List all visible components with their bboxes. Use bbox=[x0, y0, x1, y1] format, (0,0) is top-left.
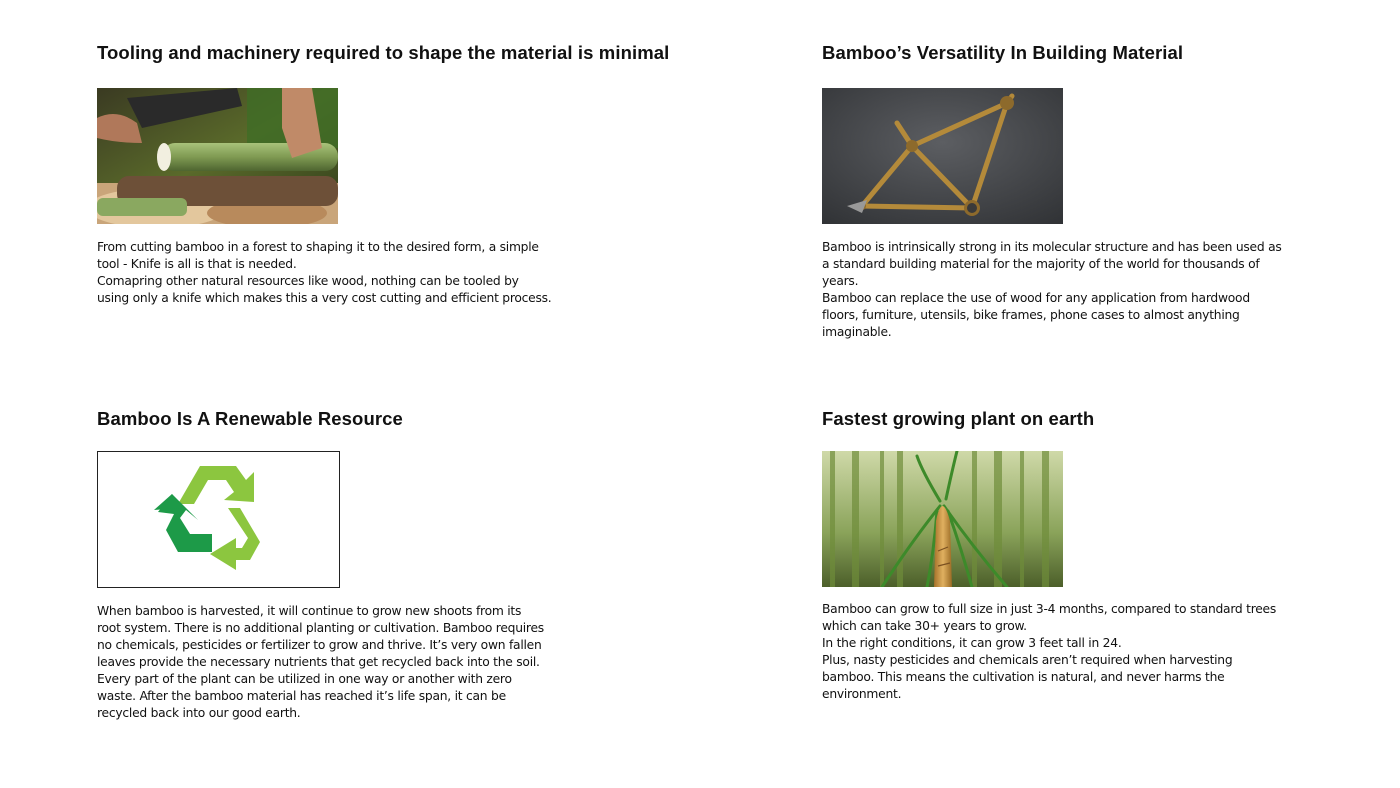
body-line: no chemicals, pesticides or fertilizer to grow and thrive. It’s very own fallen bbox=[97, 638, 542, 652]
body-line: tool - Knife is all is that is needed. bbox=[97, 257, 297, 271]
body-line: Comapring other natural resources like wood, nothing can be tooled by bbox=[97, 274, 519, 288]
section-title: Bamboo’s Versatility In Building Material bbox=[822, 42, 1184, 63]
bamboo-cutting-photo bbox=[97, 88, 338, 224]
body-line: a standard building material for the majority of the world for thousands of bbox=[822, 257, 1260, 271]
bamboo-bike-frame-photo bbox=[822, 88, 1063, 224]
body-line: floors, furniture, utensils, bike frames, phone cases to almost anything bbox=[822, 308, 1240, 322]
body-line: recycled back into our good earth. bbox=[97, 706, 301, 720]
body-line: using only a knife which makes this a very cost cutting and efficient process. bbox=[97, 291, 552, 305]
body-line: years. bbox=[822, 274, 859, 288]
body-line: Bamboo is intrinsically strong in its molecular structure and has been used as bbox=[822, 240, 1282, 254]
section-title: Bamboo Is A Renewable Resource bbox=[97, 408, 403, 429]
bamboo-shoot-photo bbox=[822, 451, 1063, 587]
body-line: From cutting bamboo in a forest to shaping it to the desired form, a simple bbox=[97, 240, 539, 254]
body-line: Every part of the plant can be utilized in one way or another with zero bbox=[97, 672, 512, 686]
body-line: Plus, nasty pesticides and chemicals aren’t required when harvesting bbox=[822, 653, 1233, 667]
section-body bbox=[97, 603, 597, 722]
section-body bbox=[822, 601, 1322, 703]
section-tooling bbox=[97, 42, 670, 305]
body-line: imaginable. bbox=[822, 325, 892, 339]
body-line: When bamboo is harvested, it will continue to grow new shoots from its bbox=[97, 604, 522, 618]
body-line: leaves provide the necessary nutrients that get recycled back into the soil. bbox=[97, 655, 540, 669]
body-line: Bamboo can replace the use of wood for any application from hardwood bbox=[822, 291, 1250, 305]
body-line: Bamboo can grow to full size in just 3-4 months, compared to standard trees bbox=[822, 602, 1277, 616]
body-line: waste. After the bamboo material has reached it’s life span, it can be bbox=[97, 689, 506, 703]
section-body bbox=[822, 239, 1322, 341]
body-line: bamboo. This means the cultivation is natural, and never harms the bbox=[822, 670, 1225, 684]
section-title: Tooling and machinery required to shape the material is minimal bbox=[97, 42, 670, 63]
body-line: In the right conditions, it can grow 3 feet tall in 24. bbox=[822, 636, 1122, 650]
section-renewable bbox=[97, 408, 597, 720]
body-line: which can take 30+ years to grow. bbox=[822, 619, 1027, 633]
body-line: environment. bbox=[822, 687, 902, 701]
body-line: root system. There is no additional planting or cultivation. Bamboo requires bbox=[97, 621, 544, 635]
section-title: Fastest growing plant on earth bbox=[822, 408, 1095, 429]
recycle-icon bbox=[97, 451, 340, 588]
section-versatility bbox=[822, 42, 1322, 339]
section-body bbox=[97, 239, 597, 307]
section-fastest-growing bbox=[822, 408, 1322, 701]
